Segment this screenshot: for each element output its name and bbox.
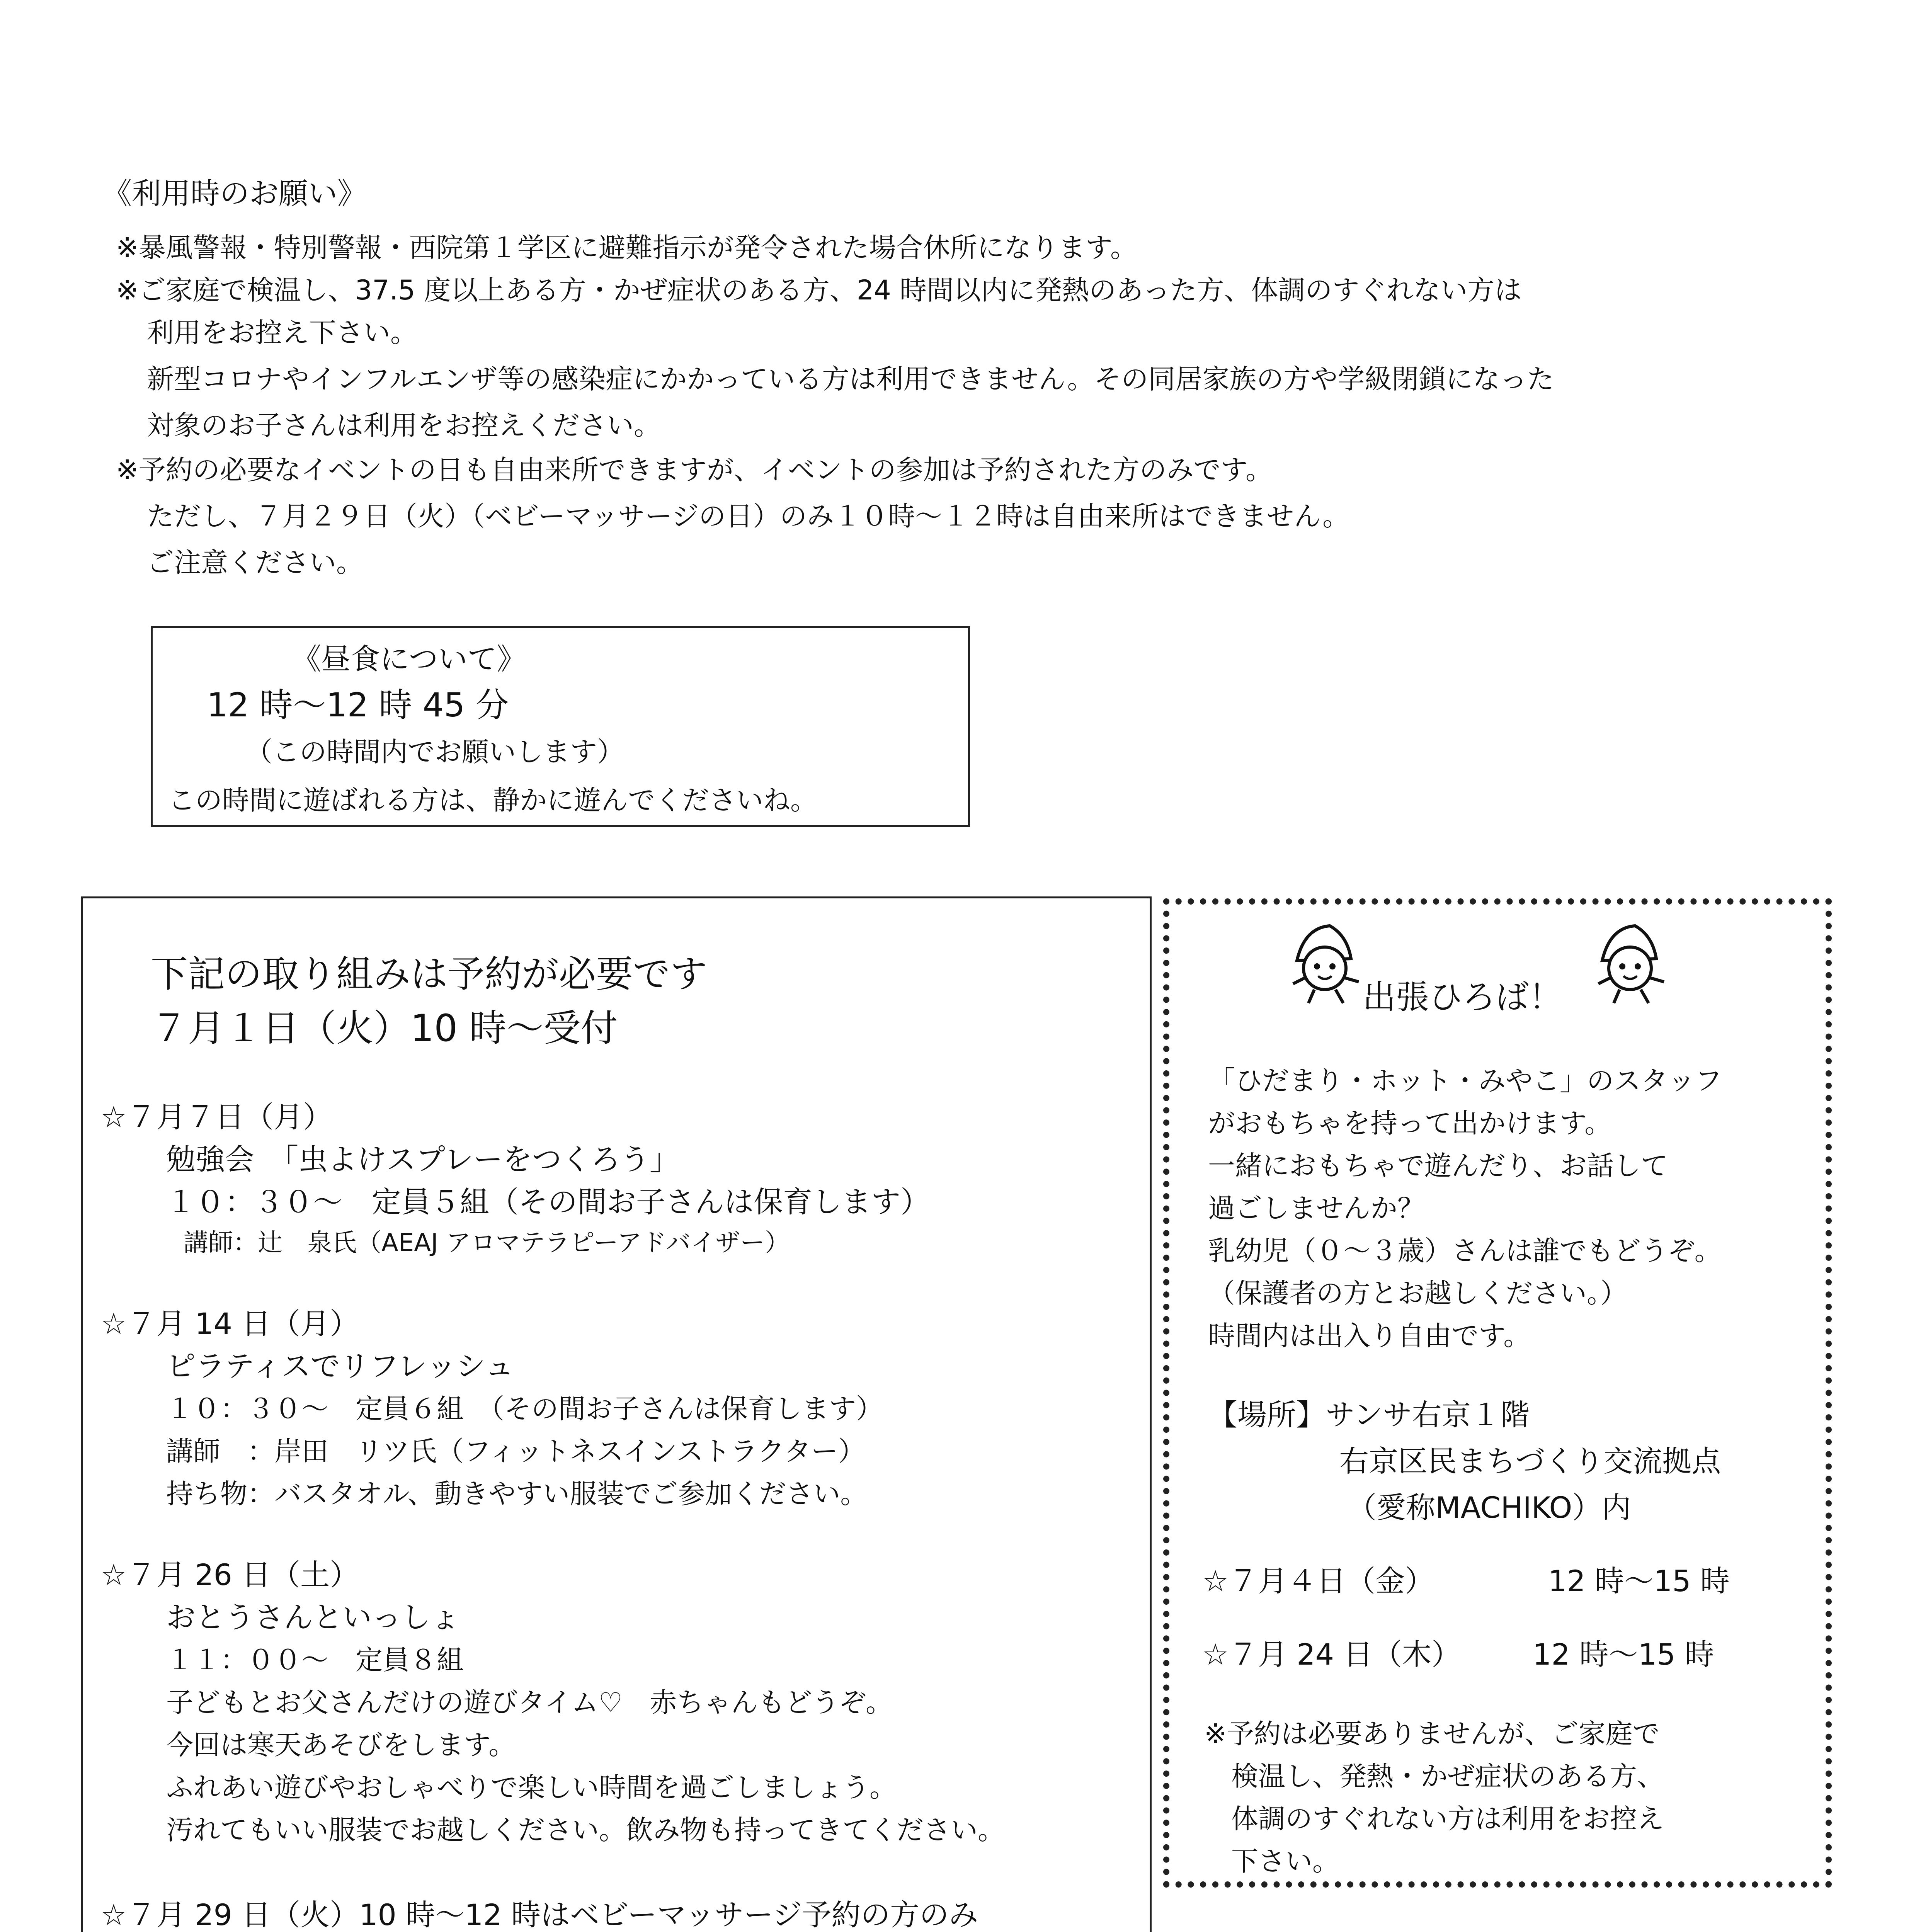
event3-detail: １１：００～ 定員８組: [166, 1644, 464, 1676]
outreach-box: [1163, 898, 1832, 1888]
outreach-note-3: 体調のすぐれない方は利用をお控え: [1231, 1803, 1664, 1835]
notice-line-6: ※予約の必要なイベントの日も自由来所できますが、イベントの参加は予約された方のみです。: [116, 454, 1273, 486]
notice-line-7: ただし、７月２９日（火）（ベビーマッサージの日）のみ１０時～１２時は自由来所はできません。: [147, 500, 1350, 532]
notice-line-3: 利用をお控え下さい。: [147, 317, 417, 349]
event3-date: ☆７月 26 日（土）: [100, 1558, 359, 1592]
outreach-time-1: 12 時～15 時: [1548, 1564, 1730, 1598]
event3-line-4: 汚れてもいい服装でお越しください。飲み物も持ってきてください。: [166, 1814, 1005, 1846]
event2-date: ☆７月 14 日（月）: [100, 1306, 359, 1341]
outreach-title: 出張ひろば！: [1363, 978, 1562, 1017]
outreach-line-2: がおもちゃを持って出かけます。: [1208, 1107, 1612, 1139]
notice-line-4: 新型コロナやインフルエンザ等の感染症にかかっている方は利用できません。その同居家族の方や学級閉鎖になった: [147, 363, 1554, 395]
notice-title: 《利用時のお願い》: [102, 176, 367, 211]
outreach-line-1: 「ひだまり・ホット・みやこ」のスタッフ: [1208, 1065, 1722, 1097]
event1-lecturer: 講師：辻 泉氏（AEAJ アロマテラピーアドバイザー）: [184, 1229, 790, 1257]
outreach-line-7: 時間内は出入り自由です。: [1208, 1320, 1531, 1352]
event2-lecturer: 講師 ：岸田 リツ氏（フィットネスインストラクター）: [166, 1435, 865, 1467]
event2-title: ピラティスでリフレッシュ: [166, 1349, 514, 1383]
event3-line-2: 今回は寒天あそびをします。: [166, 1729, 516, 1761]
lunch-time: 12 時～12 時 45 分: [207, 686, 509, 724]
outreach-place: 【場所】サンサ右京１階: [1208, 1398, 1530, 1432]
event2-bring: 持ち物：バスタオル、動きやすい服装でご参加ください。: [166, 1478, 868, 1510]
notice-line-1: ※暴風警報・特別警報・西院第１学区に避難指示が発令された場合休所になります。: [116, 232, 1138, 264]
events-header-1: 下記の取り組みは予約が必要です: [151, 952, 707, 996]
lunch-box: [151, 626, 970, 827]
outreach-note-4: 下さい。: [1231, 1845, 1339, 1877]
event1-date: ☆７月７日（月）: [100, 1100, 333, 1134]
notice-line-2: ※ご家庭で検温し、37.5 度以上ある方・かぜ症状のある方、24 時間以内に発熱のあった方、体調のすぐれない方は: [116, 274, 1522, 306]
event3-title: おとうさんといっしょ: [166, 1600, 460, 1634]
outreach-line-4: 過ごしませんか？: [1208, 1192, 1424, 1224]
lunch-desc: この時間に遊ばれる方は、静かに遊んでくださいね。: [168, 784, 817, 816]
outreach-date-2: ☆７月 24 日（木）: [1202, 1637, 1461, 1672]
event3-line-1: 子どもとお父さんだけの遊びタイム♡ 赤ちゃんもどうぞ。: [166, 1687, 893, 1718]
lunch-note: （この時間内でお願いします）: [245, 736, 624, 768]
event2-detail: １０：３０～ 定員６組 （その間お子さんは保育します）: [166, 1393, 883, 1425]
mascot-right-icon: [1587, 920, 1676, 1009]
outreach-time-2: 12 時～15 時: [1533, 1637, 1714, 1672]
event3-line-3: ふれあい遊びやおしゃべりで楽しい時間を過ごしましょう。: [166, 1772, 897, 1803]
outreach-place-3: （愛称MACHIKO）内: [1347, 1490, 1631, 1525]
outreach-place-2: 右京区民まちづくり交流拠点: [1339, 1444, 1721, 1478]
outreach-line-3: 一緒におもちゃで遊んだり、お話して: [1208, 1150, 1668, 1182]
event4-date: ☆７月 29 日（火）10 時～12 時はベビーマッサージ予約の方のみ: [100, 1898, 978, 1932]
outreach-note-1: ※予約は必要ありませんが、ご家庭で: [1204, 1718, 1660, 1750]
notice-line-5: 対象のお子さんは利用をお控えください。: [147, 410, 661, 441]
events-box: [81, 896, 1152, 1932]
outreach-note-2: 検温し、発熱・かぜ症状のある方、: [1231, 1760, 1664, 1792]
mascot-left-icon: [1281, 920, 1370, 1009]
event1-detail: １０：３０～ 定員５組（その間お子さんは保育します）: [166, 1185, 930, 1219]
lunch-title: 《昼食について》: [292, 642, 526, 676]
event1-title: 勉強会 「虫よけスプレーをつくろう」: [166, 1142, 679, 1177]
events-header-2: ７月１日（火）10 時～受付: [151, 1007, 618, 1050]
outreach-date-1: ☆７月４日（金）: [1202, 1564, 1434, 1598]
outreach-line-6: （保護者の方とお越しください。）: [1208, 1277, 1627, 1309]
notice-line-8: ご注意ください。: [147, 547, 363, 578]
outreach-line-5: 乳幼児（０～３歳）さんは誰でもどうぞ。: [1208, 1235, 1722, 1267]
